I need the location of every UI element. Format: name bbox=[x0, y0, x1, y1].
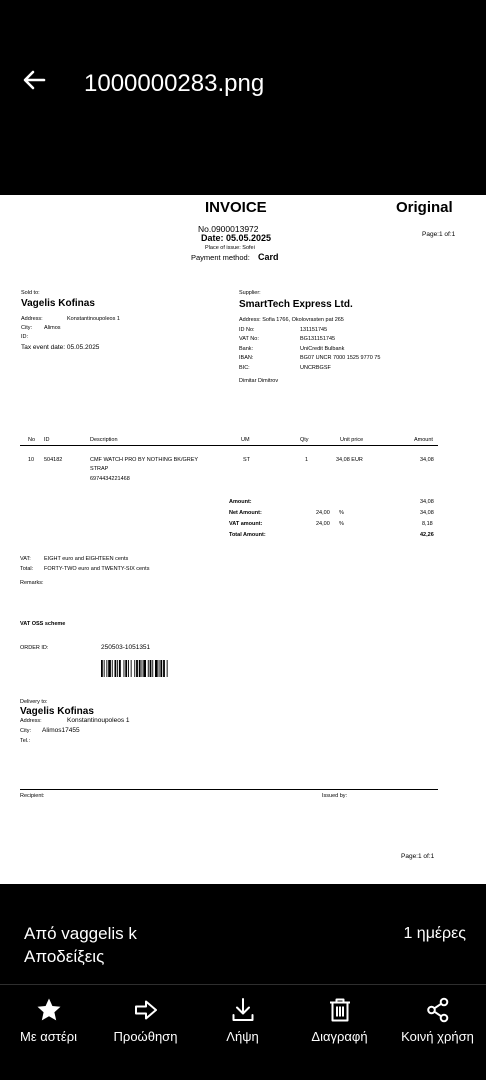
supplier-id-value: 131151745 bbox=[300, 327, 328, 333]
download-icon bbox=[229, 996, 257, 1024]
download-button[interactable] bbox=[194, 985, 291, 1080]
delivery-city: Alimos17455 bbox=[42, 727, 80, 734]
amount-value: 34,08 bbox=[420, 499, 434, 505]
customer-address-label: Address: bbox=[21, 316, 43, 322]
customer-city: Alimos bbox=[44, 325, 61, 331]
supplier-iban-value: BG07 UNCR 7000 1525 9770 75 bbox=[300, 355, 381, 361]
total-amount-label: Total Amount: bbox=[229, 532, 266, 538]
item-unit-price: 34,08 EUR bbox=[336, 457, 363, 463]
star-label: Με αστέρι bbox=[20, 1029, 77, 1044]
delivery-address-label: Address: bbox=[20, 718, 42, 724]
share-icon bbox=[424, 996, 452, 1024]
net-amount-value: 34,08 bbox=[420, 510, 434, 516]
payment-method-label: Payment method: bbox=[191, 253, 250, 262]
invoice-place: Place of issue: Sofei bbox=[205, 245, 255, 251]
total-words: FORTY-TWO euro and TWENTY-SIX cents bbox=[44, 566, 150, 572]
supplier-address: Address: Sofia 1766, Okolovrasten pat 265 bbox=[239, 317, 344, 323]
net-amount-label: Net Amount: bbox=[229, 510, 262, 516]
signature-rule bbox=[20, 789, 438, 790]
invoice-date: Date: 05.05.2025 bbox=[201, 233, 272, 243]
customer-city-label: City: bbox=[21, 325, 32, 331]
star-button[interactable] bbox=[0, 985, 97, 1080]
total-words-label: Total: bbox=[20, 566, 34, 572]
supplier-contact: Dimitar Dimitrov bbox=[239, 378, 279, 384]
recipient-label: Recipient: bbox=[20, 793, 45, 799]
page-indicator-top: Page:1 of:1 bbox=[422, 231, 456, 238]
supplier-bank-label: Bank: bbox=[239, 346, 254, 352]
invoice-number: No.0900013972 bbox=[198, 224, 259, 234]
supplier-bank-value: UniCredit Bulbank bbox=[300, 346, 345, 352]
item-um: ST bbox=[243, 457, 251, 463]
time-ago: 1 ημέρες bbox=[403, 925, 466, 942]
col-id: ID bbox=[44, 437, 50, 443]
supplier-vat-label: VAT No: bbox=[239, 336, 259, 342]
vat-oss-scheme: VAT OSS scheme bbox=[20, 621, 66, 627]
vat-amount-label: VAT amount: bbox=[229, 521, 263, 527]
customer-address: Konstantinoupoleos 1 bbox=[67, 316, 120, 322]
sender-name: Από vaggelis k bbox=[24, 924, 137, 943]
table-header-rule bbox=[20, 445, 438, 446]
vat-rate: 24,00 bbox=[316, 521, 330, 527]
vat-percent: % bbox=[339, 521, 344, 527]
item-ean: 6974434221468 bbox=[90, 476, 130, 482]
sold-to-label: Sold to: bbox=[21, 290, 40, 296]
vat-words-label: VAT: bbox=[20, 556, 31, 562]
file-name-title: 1000000283.png bbox=[84, 70, 265, 97]
download-label: Λήψη bbox=[226, 1029, 259, 1044]
tax-event-date: Tax event date: 05.05.2025 bbox=[21, 344, 100, 351]
amount-label: Amount: bbox=[229, 499, 252, 505]
share-button[interactable] bbox=[389, 985, 486, 1080]
item-description-cont: STRAP bbox=[90, 466, 109, 472]
supplier-name: SmartTech Express Ltd. bbox=[239, 299, 353, 310]
top-app-bar bbox=[0, 0, 486, 195]
col-amount: Amount bbox=[414, 437, 433, 443]
item-id: 504182 bbox=[44, 457, 63, 463]
customer-id-label: ID: bbox=[21, 334, 29, 340]
forward-label: Προώθηση bbox=[113, 1029, 178, 1044]
back-button[interactable] bbox=[18, 64, 50, 96]
item-description: CMF WATCH PRO BY NOTHING BK/GREY bbox=[90, 457, 199, 463]
delivery-name: Vagelis Kofinas bbox=[20, 706, 94, 717]
delete-label: Διαγραφή bbox=[311, 1029, 368, 1044]
invoice-original-label: Original bbox=[396, 199, 453, 216]
star-icon bbox=[35, 996, 63, 1024]
order-id-label: ORDER ID: bbox=[20, 645, 49, 651]
bottom-action-bar bbox=[0, 985, 486, 1080]
net-percent: % bbox=[339, 510, 344, 516]
col-description: Description bbox=[90, 437, 118, 443]
invoice-image[interactable] bbox=[0, 195, 486, 884]
payment-method-value: Card bbox=[258, 252, 279, 262]
share-label: Κοινή χρήση bbox=[401, 1029, 474, 1044]
total-amount-value: 42,26 bbox=[420, 532, 434, 538]
arrow-left-icon bbox=[18, 64, 50, 96]
delivery-address: Konstantinoupoleos 1 bbox=[67, 717, 130, 724]
col-qty: Qty bbox=[300, 437, 309, 443]
customer-name: Vagelis Kofinas bbox=[21, 298, 95, 309]
forward-button[interactable] bbox=[97, 985, 194, 1080]
item-no: 10 bbox=[28, 457, 35, 463]
delivery-city-label: City: bbox=[20, 728, 31, 734]
delivery-label: Delivery to: bbox=[20, 699, 48, 705]
supplier-vat-value: BG131151745 bbox=[300, 336, 336, 342]
delete-button[interactable] bbox=[291, 985, 388, 1080]
order-id-value: 250503-1051351 bbox=[101, 644, 151, 651]
item-qty: 1 bbox=[305, 457, 309, 463]
photo-details bbox=[0, 884, 486, 984]
supplier-bic-label: BIC: bbox=[239, 365, 250, 371]
remarks-label: Remarks: bbox=[20, 580, 44, 586]
tel-label: Tel.: bbox=[20, 738, 31, 744]
supplier-iban-label: IBAN: bbox=[239, 355, 254, 361]
vat-amount-value: 8,18 bbox=[422, 521, 433, 527]
album-name: Αποδείξεις bbox=[24, 947, 105, 966]
invoice-heading: INVOICE bbox=[205, 199, 267, 216]
col-no: No bbox=[28, 437, 36, 443]
supplier-id-label: ID No: bbox=[239, 327, 255, 333]
item-amount: 34,08 bbox=[420, 457, 434, 463]
delete-icon bbox=[326, 996, 354, 1024]
page-indicator-bottom: Page:1 of:1 bbox=[401, 853, 435, 860]
supplier-label: Supplier: bbox=[239, 290, 261, 296]
order-barcode bbox=[101, 660, 187, 677]
forward-icon bbox=[132, 996, 160, 1024]
col-unit-price: Unit price bbox=[340, 437, 364, 443]
supplier-bic-value: UNCRBGSF bbox=[300, 365, 331, 371]
vat-words: EIGHT euro and EIGHTEEN cents bbox=[44, 556, 129, 562]
issued-by-label: Issued by: bbox=[322, 793, 348, 799]
net-rate: 24,00 bbox=[316, 510, 330, 516]
col-um: UM bbox=[241, 437, 250, 443]
